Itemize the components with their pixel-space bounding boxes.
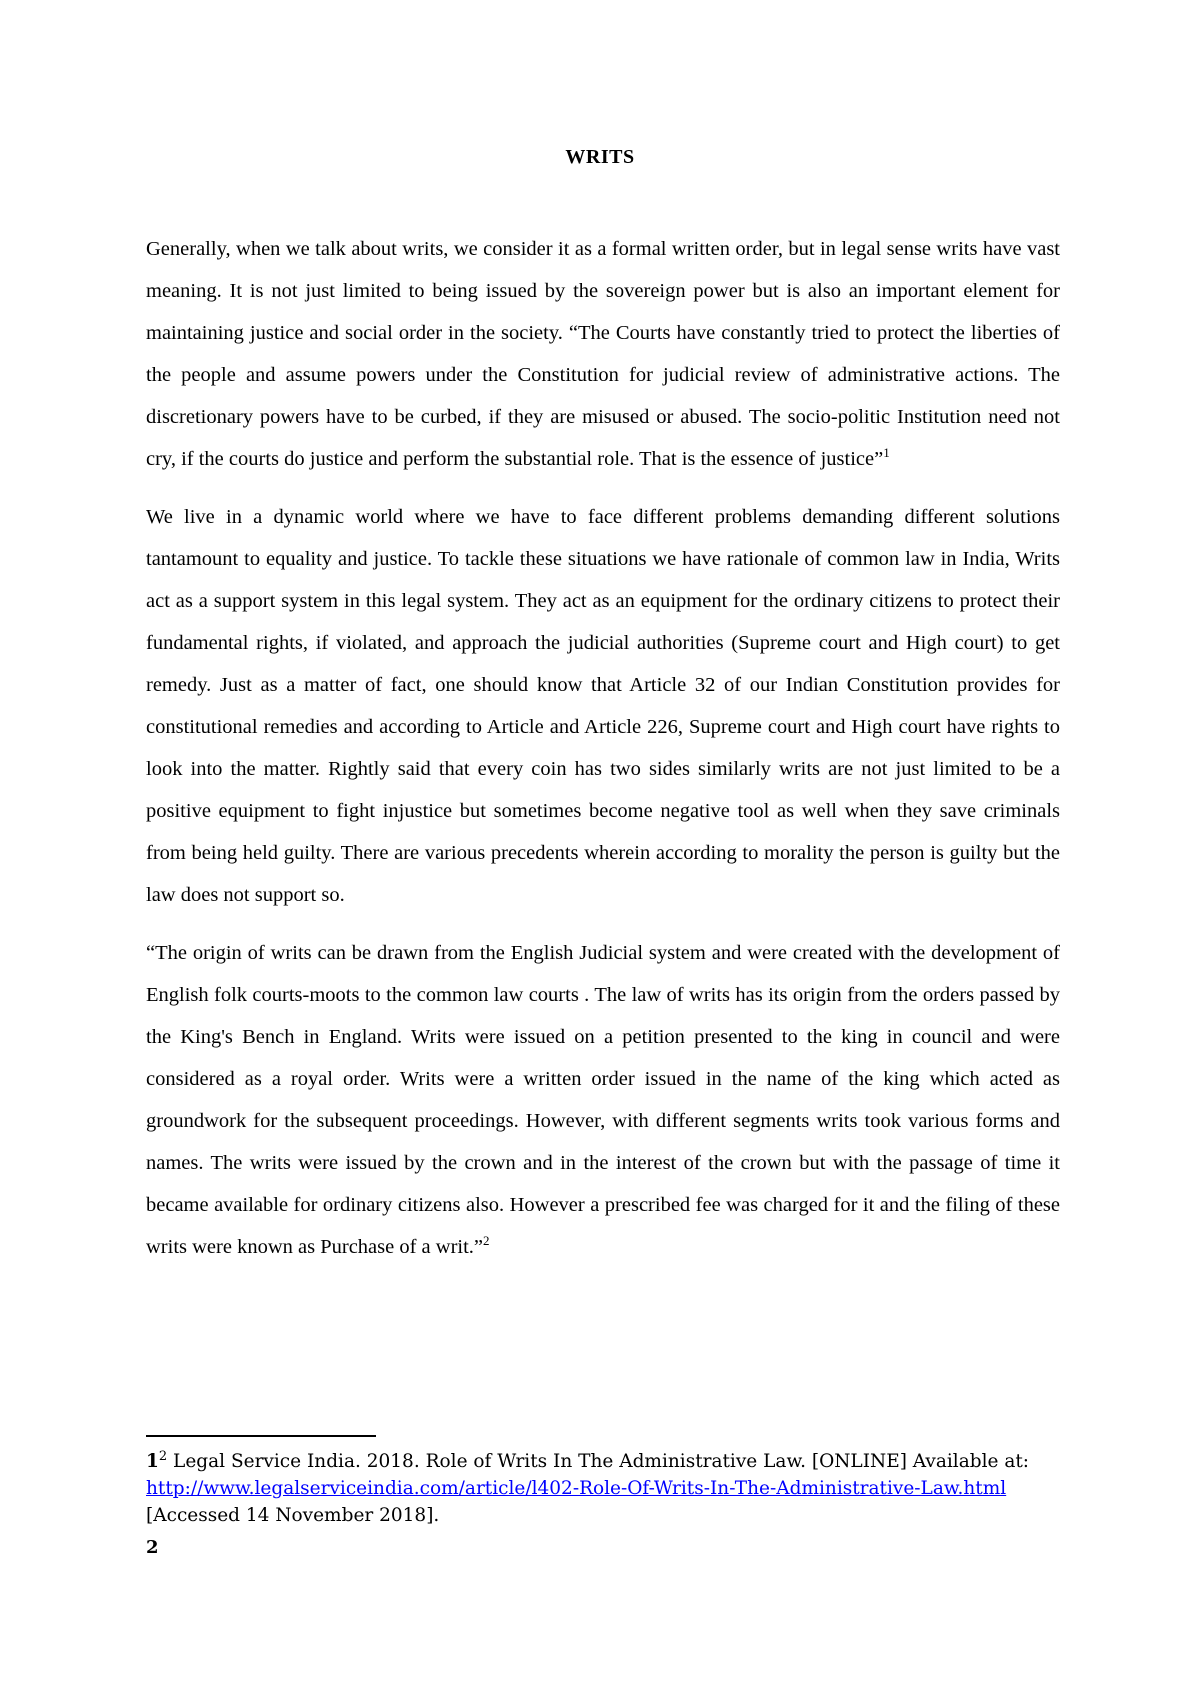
paragraph-3-text: “The origin of writs can be drawn from the English Judicial system and were created with the development of English folk courts-moots to the common law courts . The law of writs has its origin from the orders passed by the King's Bench in England. Writs were issued on a petition presented to the king in council and were considered as a royal order. Writs were a written order issued in the name of the king which acted as groundwork for the subsequent proceedings. However, with different segments writs took various forms and names. The writs were issued by the crown and in the interest of the crown but with the passage of time it became available for ordinary citizens also. However a prescribed fee was charged for it and the filing of these writs were known as Purchase of a writ.” — [146, 942, 1060, 1258]
paragraph-1 — [146, 228, 1060, 480]
document-title: WRITS — [565, 146, 635, 168]
footnote-accessed: [Accessed 14 November 2018]. — [146, 1505, 440, 1526]
footnote — [146, 1448, 1060, 1529]
footnote-marker-sup: 2 — [158, 1448, 168, 1464]
footnote-separator — [146, 1435, 376, 1437]
footnote-ref-1[interactable]: 1 — [883, 445, 890, 461]
page-number: 2 — [146, 1537, 159, 1558]
paragraph-2 — [146, 496, 1060, 916]
footnote-marker: 1 — [146, 1451, 159, 1472]
footnote-entry — [146, 1448, 1060, 1529]
paragraph-1-text: Generally, when we talk about writs, we consider it as a formal written order, but in legal sense writs have vast meaning. It is not just limited to being issued by the sovereign power but is also an important element for maintaining justice and social order in the society. “The Courts have constantly tried to protect the liberties of the people and assume powers under the Constitution for judicial review of administrative actions. The discretionary powers have to be curbed, if they are misused or abused. The socio-politic Institution need not cry, if the courts do justice and perform the substantial role. That is the essence of justice” — [146, 238, 1060, 470]
footnote-ref-2[interactable]: 2 — [483, 1233, 490, 1249]
footnote-link[interactable]: http://www.legalserviceindia.com/article/l402-Role-Of-Writs-In-The-Administrative-Law.html — [146, 1478, 1007, 1499]
footnote-text: Legal Service India. 2018. Role of Writs In The Administrative Law. [ONLINE] Available at: — [173, 1451, 1030, 1472]
paragraph-2-text: We live in a dynamic world where we have to face different problems demanding different solutions tantamount to equality and justice. To tackle these situations we have rationale of common law in India, Writs act as a support system in this legal system. They act as an equipment for the ordinary citizens to protect their fundamental rights, if violated, and approach the judicial authorities (Supreme court and High court) to get remedy. Just as a matter of fact, one should know that Article 32 of our Indian Constitution provides for constitutional remedies and according to Article and Article 226, Supreme court and High court have rights to look into the matter. Rightly said that every coin has two sides similarly writs are not just limited to be a positive equipment to fight injustice but sometimes become negative tool as well when they save criminals from being held guilty. There are various precedents wherein according to morality the person is guilty but the law does not support so. — [146, 506, 1060, 906]
paragraph-3 — [146, 932, 1060, 1268]
document-body — [146, 228, 1060, 1284]
